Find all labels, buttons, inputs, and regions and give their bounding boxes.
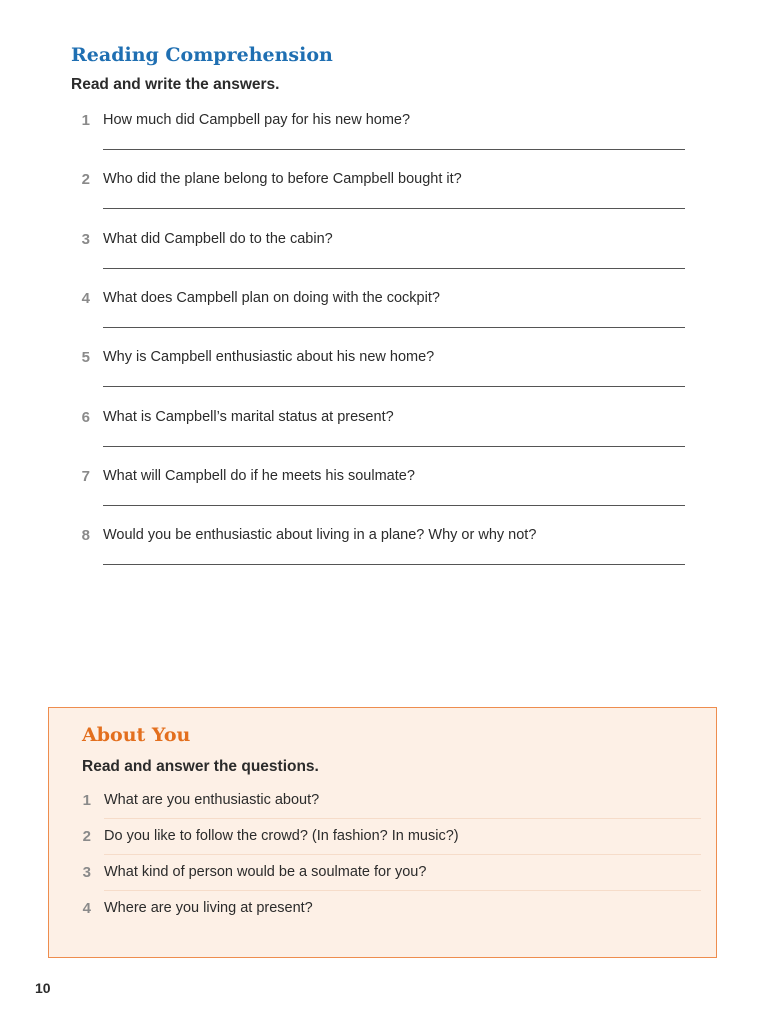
question-number: 4 (81, 290, 90, 307)
question-number: 6 (81, 409, 90, 426)
question-text: Do you like to follow the crowd? (In fashion? In music?) (104, 828, 459, 844)
question-text: Why is Campbell enthusiastic about his new home? (103, 349, 435, 365)
question-text: Would you be enthusiastic about living in a plane? Why or why not? (103, 527, 537, 543)
question-number: 1 (81, 112, 90, 129)
question-item (70, 468, 685, 528)
page-number: 10 (35, 980, 51, 996)
question-text: What did Campbell do to the cabin? (103, 231, 333, 247)
answer-line[interactable] (103, 268, 685, 269)
question-number: 5 (81, 349, 90, 366)
question-number: 1 (82, 792, 91, 809)
divider (104, 854, 701, 855)
answer-line[interactable] (103, 149, 685, 150)
answer-line[interactable] (103, 208, 685, 209)
question-item (70, 171, 685, 231)
question-number: 7 (81, 468, 90, 485)
question-item (70, 290, 685, 350)
about-you-question (71, 828, 701, 864)
divider (104, 890, 701, 891)
answer-line[interactable] (103, 505, 685, 506)
question-number: 3 (82, 864, 91, 881)
question-item (70, 349, 685, 409)
question-number: 3 (81, 231, 90, 248)
question-text: What does Campbell plan on doing with the cockpit? (103, 290, 440, 306)
about-you-title: About You (82, 724, 191, 746)
answer-line[interactable] (103, 386, 685, 387)
question-text: What will Campbell do if he meets his soulmate? (103, 468, 415, 484)
question-number: 2 (82, 828, 91, 845)
about-you-question (71, 864, 701, 900)
about-you-box (48, 707, 717, 958)
reading-comprehension-title: Reading Comprehension (71, 44, 333, 66)
question-text: What kind of person would be a soulmate for you? (104, 864, 427, 880)
question-number: 2 (81, 171, 90, 188)
question-item (70, 231, 685, 291)
question-number: 4 (82, 900, 91, 917)
divider (104, 818, 701, 819)
question-text: What are you enthusiastic about? (104, 792, 320, 808)
about-you-question (71, 792, 701, 828)
about-you-instruction: Read and answer the questions. (82, 758, 319, 775)
answer-line[interactable] (103, 564, 685, 565)
answer-line[interactable] (103, 446, 685, 447)
question-number: 8 (81, 527, 90, 544)
question-text: What is Campbell’s marital status at present? (103, 409, 394, 425)
question-text: How much did Campbell pay for his new home? (103, 112, 411, 128)
question-item (70, 527, 685, 587)
question-text: Where are you living at present? (104, 900, 313, 916)
question-text: Who did the plane belong to before Campbell bought it? (103, 171, 462, 187)
question-item (70, 409, 685, 469)
reading-comprehension-instruction: Read and write the answers. (71, 76, 280, 93)
question-item (70, 112, 685, 172)
about-you-question (71, 900, 701, 936)
answer-line[interactable] (103, 327, 685, 328)
